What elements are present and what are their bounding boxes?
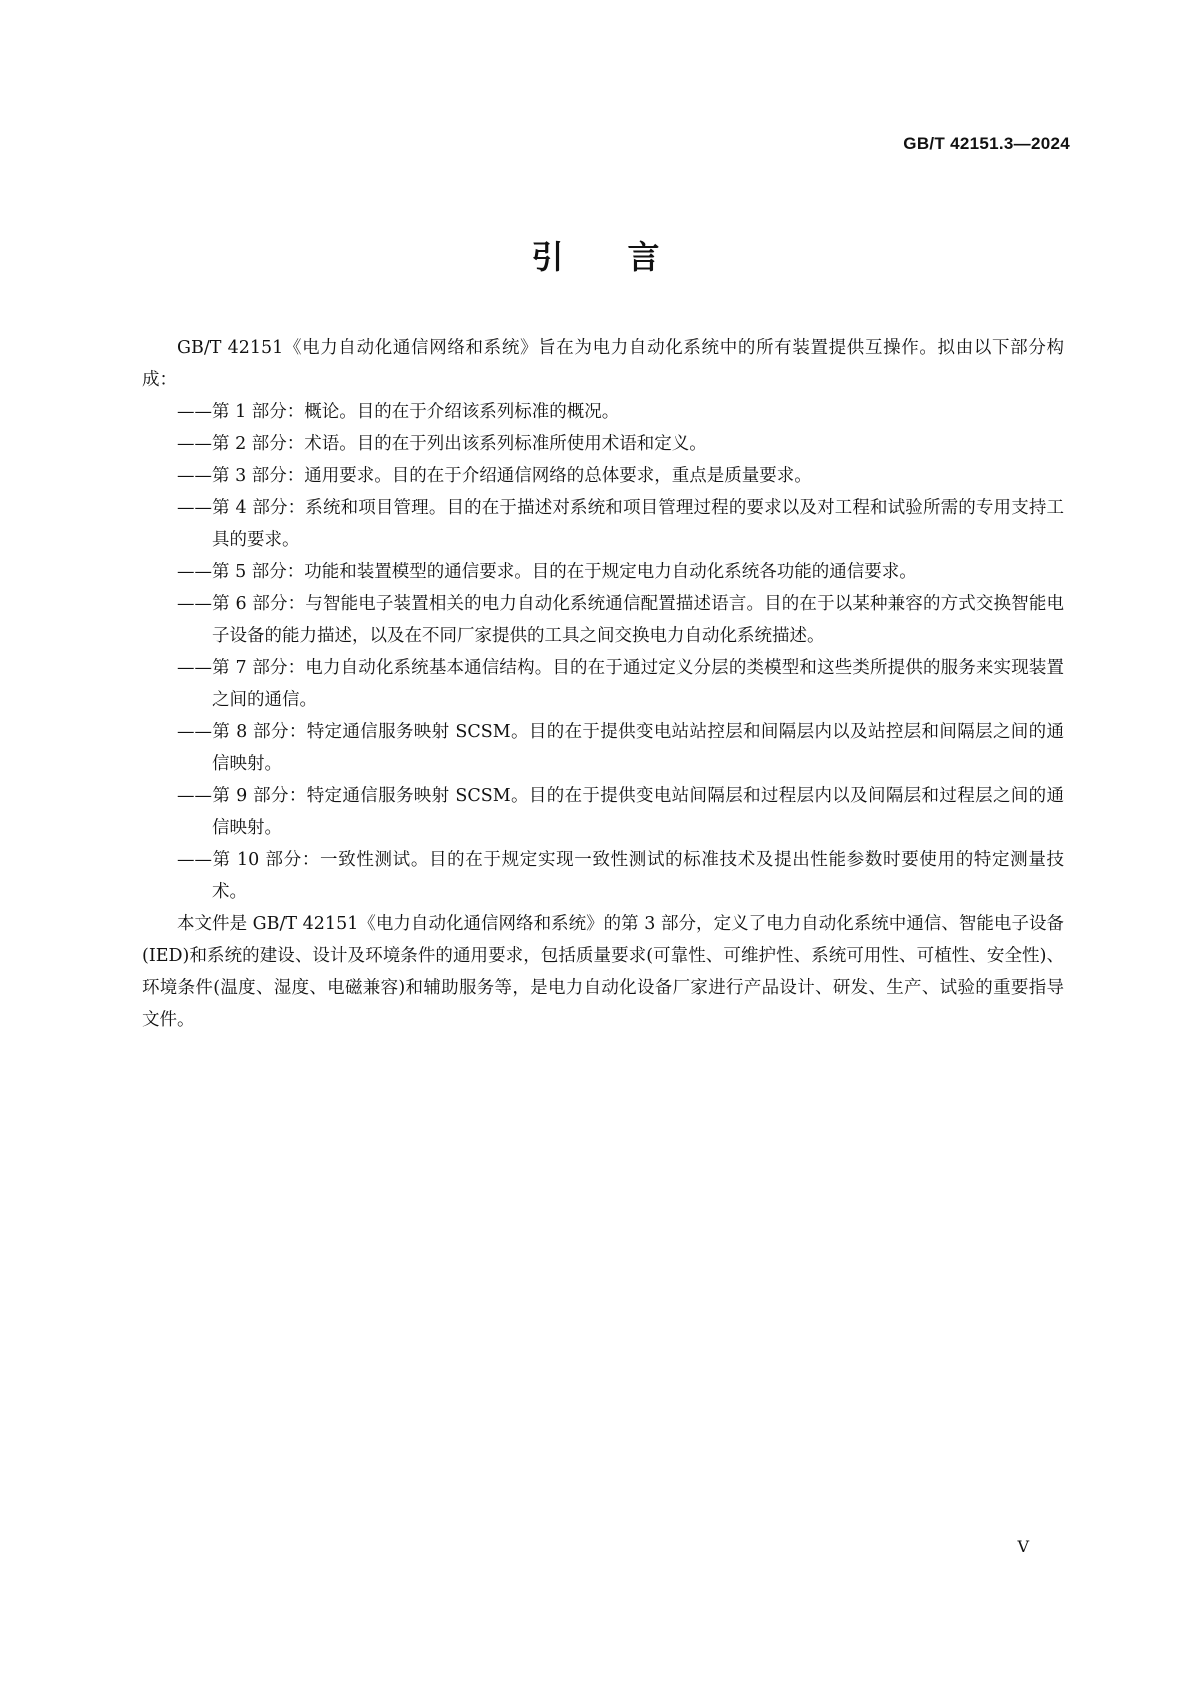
parts-list: [142, 396, 1064, 908]
list-item: [142, 428, 1064, 460]
list-item: [142, 588, 1064, 652]
list-item: [142, 556, 1064, 588]
page-title: 引言: [531, 238, 724, 276]
dash-marker: ——: [177, 434, 212, 454]
list-item-text: 第 8 部分：特定通信服务映射 SCSM。目的在于提供变电站站控层和间隔层内以及站控层和间隔层之间的通信映射。: [212, 722, 1064, 774]
closing-paragraph: 本文件是 GB/T 42151《电力自动化通信网络和系统》的第 3 部分，定义了电力自动化系统中通信、智能电子设备(IED)和系统的建设、设计及环境条件的通用要求，包括质量要求(可靠性、可维护性、系统可用性、可植性、安全性)、环境条件(温度、湿度、电磁兼容)和辅助服务等，是电力自动化设备厂家进行产品设计、研发、生产、试验的重要指导文件。: [142, 914, 1064, 1030]
list-item-text: 第 7 部分：电力自动化系统基本通信结构。目的在于通过定义分层的类模型和这些类所提供的服务来实现装置之间的通信。: [212, 658, 1064, 710]
dash-marker: ——: [177, 466, 212, 486]
list-item-text: 第 1 部分：概论。目的在于介绍该系列标准的概况。: [212, 402, 620, 422]
list-item: [142, 396, 1064, 428]
dash-marker: ——: [177, 658, 212, 678]
list-item-text: 第 9 部分：特定通信服务映射 SCSM。目的在于提供变电站间隔层和过程层内以及间隔层和过程层之间的通信映射。: [212, 786, 1064, 838]
list-item-text: 第 3 部分：通用要求。目的在于介绍通信网络的总体要求，重点是质量要求。: [212, 466, 812, 486]
dash-marker: ——: [177, 562, 212, 582]
list-item-text: 第 10 部分：一致性测试。目的在于规定实现一致性测试的标准技术及提出性能参数时要使用的特定测量技术。: [212, 850, 1064, 902]
list-item: [142, 716, 1064, 780]
list-item: [142, 460, 1064, 492]
list-item: [142, 492, 1064, 556]
dash-marker: ——: [177, 594, 212, 614]
dash-marker: ——: [177, 498, 212, 518]
list-item: [142, 652, 1064, 716]
list-item-text: 第 6 部分：与智能电子装置相关的电力自动化系统通信配置描述语言。目的在于以某种兼容的方式交换智能电子设备的能力描述，以及在不同厂家提供的工具之间交换电力自动化系统描述。: [212, 594, 1064, 646]
dash-marker: ——: [177, 850, 212, 870]
list-item-text: 第 2 部分：术语。目的在于列出该系列标准所使用术语和定义。: [212, 434, 707, 454]
standard-code: GB/T 42151.3—2024: [903, 134, 1070, 153]
list-item: [142, 780, 1064, 844]
page-number: V: [1017, 1537, 1029, 1556]
list-item-text: 第 4 部分：系统和项目管理。目的在于描述对系统和项目管理过程的要求以及对工程和试验所需的专用支持工具的要求。: [212, 498, 1064, 550]
dash-marker: ——: [177, 786, 212, 806]
dash-marker: ——: [177, 722, 212, 742]
dash-marker: ——: [177, 402, 212, 422]
list-item: [142, 844, 1064, 908]
list-item-text: 第 5 部分：功能和装置模型的通信要求。目的在于规定电力自动化系统各功能的通信要求。: [212, 562, 917, 582]
intro-paragraph: GB/T 42151《电力自动化通信网络和系统》旨在为电力自动化系统中的所有装置提供互操作。拟由以下部分构成：: [142, 338, 1064, 390]
document-body: [142, 332, 1064, 1036]
